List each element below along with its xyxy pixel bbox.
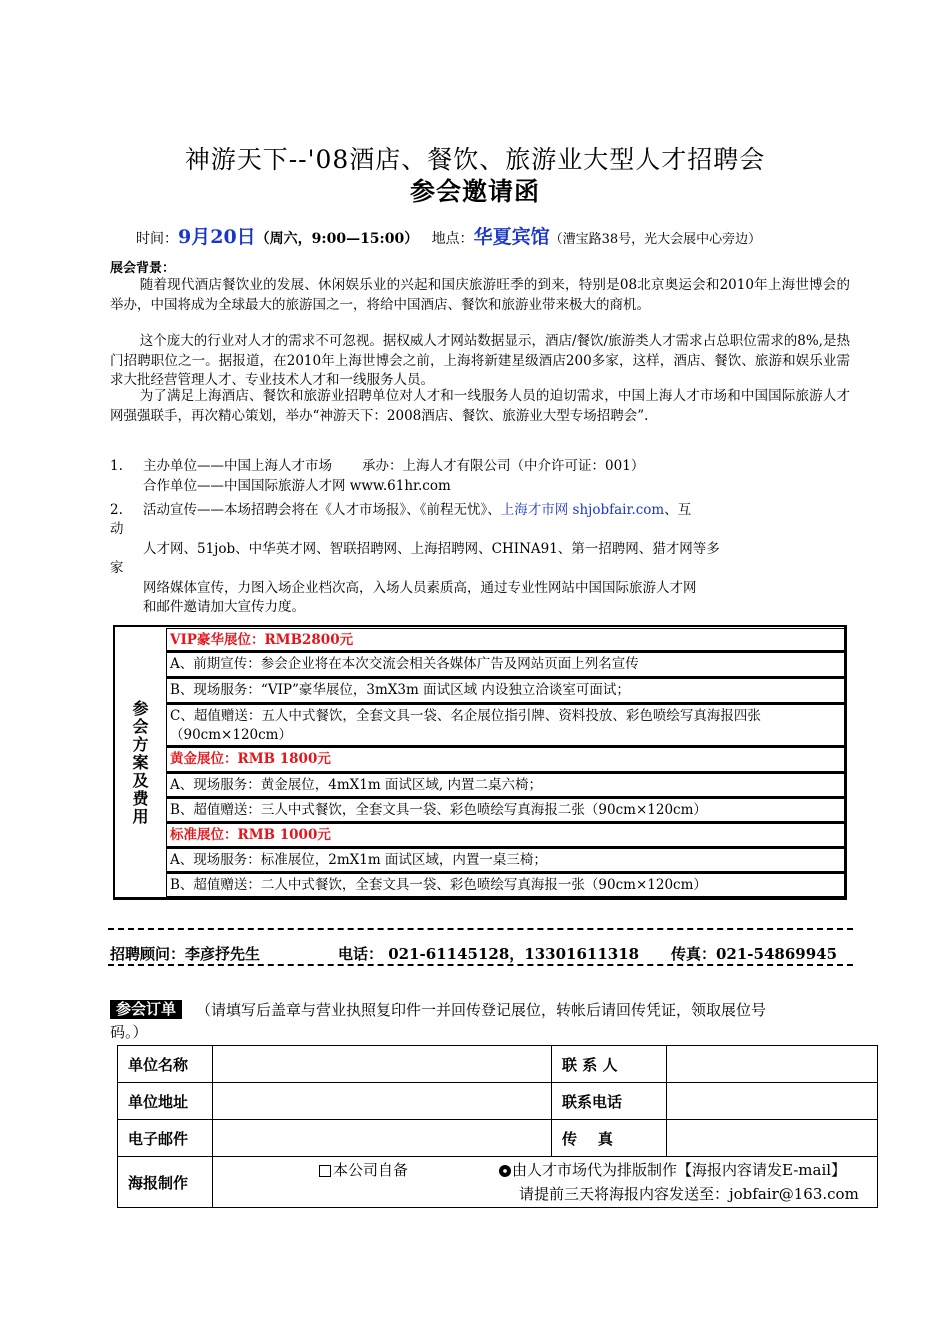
standard-item-b: B、超值赠送：二人中式餐饮，全套文具一袋、彩色喷绘写真海报一张（90cm×120cm）	[166, 873, 845, 898]
standard-title: 标准展位：RMB 1000元	[166, 823, 845, 848]
promo-text-b: 、互	[664, 502, 692, 518]
fax-field[interactable]	[667, 1120, 878, 1157]
poster-options	[213, 1157, 878, 1208]
vip-item-a: A、前期宣传：参会企业将在本次交流会相关各媒体广告及网站页面上列名宣传	[166, 652, 845, 678]
page-title: 神游天下--'08酒店、餐饮、旅游业大型人才招聘会	[184, 145, 766, 174]
email-field[interactable]	[213, 1120, 552, 1157]
email-label: 电子邮件	[118, 1120, 213, 1157]
order-tag: 参会订单	[110, 1000, 182, 1019]
company-name-field[interactable]	[213, 1046, 552, 1083]
place-label: 地点：	[431, 231, 474, 247]
contact-person-field[interactable]	[667, 1046, 878, 1083]
contact-phone-field[interactable]	[667, 1083, 878, 1120]
host-organizer	[143, 456, 644, 477]
background-paragraph-2: 这个庞大的行业对人才的需求不可忽视。据权威人才网站数据显示，酒店/餐饮/旅游类人才需求占总职位需求的8%,是热门招聘职位之一。据报道，在2010年上海世博会之前，上海将新建星级酒店200多家，这样，酒店、餐饮、旅游和娱乐业需求大批经营管理人才、专业技术人才和一线服务人员。	[110, 333, 850, 388]
company-address-label: 单位地址	[118, 1083, 213, 1120]
host: 主办单位——中国上海人才市场	[143, 458, 332, 474]
gold-item-a: A、现场服务：黄金展位，4mX1m 面试区域, 内置二桌六椅；	[166, 773, 845, 798]
option-market[interactable]: 由人才市场代为排版制作【海报内容请发E-mail】	[499, 1159, 846, 1180]
promo-text-a: 活动宣传——本场招聘会将在《人才市场报》、《前程无忧》、	[143, 502, 501, 518]
company-address-field[interactable]	[213, 1083, 552, 1120]
gold-title: 黄金展位：RMB 1800元	[166, 747, 845, 773]
background-paragraph-1: 随着现代酒店餐饮业的发展、休闲娱乐业的兴起和国庆旅游旺季的到来，特别是08北京奥运会和2010年上海世博会的举办，中国将成为全球最大的旅游国之一，将给中国酒店、餐饮和旅游业带来极大的商机。	[110, 277, 850, 313]
event-address: （漕宝路38号，光大会展中心旁边）	[549, 232, 762, 247]
fax-label: 传 真	[552, 1120, 667, 1157]
company-name-label: 单位名称	[118, 1046, 213, 1083]
order-note: （请填写后盖章与营业执照复印件一并回传登记展位，转帐后请回传凭证，领取展位号	[196, 1001, 767, 1019]
promotion-line-4: 和邮件邀请加大宣传力度。	[143, 599, 305, 615]
radio-icon[interactable]	[499, 1165, 511, 1177]
promotion-wrap-2: 家	[110, 560, 124, 576]
event-venue: 华夏宾馆	[473, 226, 550, 248]
phone: 电话： 021-61145128，13301611318	[338, 945, 640, 963]
plan-label: 参会方案及费用	[130, 699, 149, 826]
event-info	[136, 222, 761, 249]
option-self[interactable]: 本公司自备	[319, 1159, 408, 1180]
contact-person-label: 联 系 人	[552, 1046, 667, 1083]
undertaker: 承办：上海人才有限公司（中介许可证：001）	[362, 458, 645, 474]
gold-item-b: B、超值赠送：三人中式餐饮，全套文具一袋、彩色喷绘写真海报二张（90cm×120cm）	[166, 798, 845, 823]
time-label: 时间：	[136, 231, 178, 247]
event-time: （周六，9:00—15:00）	[255, 231, 419, 247]
advisor: 招聘顾问：李彦抒先生	[110, 945, 261, 963]
promotion-line-3: 网络媒体宣传，力图入场企业档次高，入场人员素质高，通过专业性网站中国国际旅游人才网	[143, 580, 697, 596]
vip-item-b: B、现场服务：“VIP”豪华展位，3mX3m 面试区域 内设独立洽谈室可面试；	[166, 678, 845, 704]
checkbox-icon[interactable]	[319, 1165, 331, 1177]
background-heading: 展会背景：	[110, 261, 176, 276]
shjobfair-link[interactable]: 上海才市网 shjobfair.com	[500, 502, 665, 518]
divider-top	[108, 928, 853, 930]
option-market-note: 请提前三天将海报内容发送至：jobfair@163.com	[519, 1185, 859, 1203]
vip-item-c: C、超值赠送：五人中式餐饮，全套文具一袋、名企展位指引牌、资料投放、彩色喷绘写真海报四张（90cm×120cm）	[166, 704, 845, 747]
co-organizer: 合作单位——中国国际旅游人才网 www.61hr.com	[143, 478, 451, 494]
page-subtitle: 参会邀请函	[409, 177, 540, 206]
promotion-wrap-1: 动	[110, 521, 124, 537]
background-paragraph-3: 为了满足上海酒店、餐饮和旅游业招聘单位对人才和一线服务人员的迫切需求，中国上海人才市场和中国国际旅游人才网强强联手，再次精心策划，举办“神游天下：2008酒店、餐饮、旅游业大型专场招聘会”.	[110, 388, 850, 424]
promotion-line-2: 人才网、51job、中华英才网、智联招聘网、上海招聘网、CHINA91、第一招聘网、猎才网等多	[143, 541, 720, 557]
list-number-1: 1.	[110, 458, 123, 474]
promotion-line-1	[143, 500, 691, 521]
standard-item-a: A、现场服务：标准展位，2mX1m 面试区域，内置一桌三椅；	[166, 848, 845, 873]
contact-phone-label: 联系电话	[552, 1083, 667, 1120]
fax: 传真：021-54869945	[671, 945, 838, 963]
vip-title: VIP豪华展位：RMB2800元	[166, 628, 845, 652]
divider-bottom	[108, 964, 853, 966]
order-form	[117, 1045, 878, 1208]
order-note-wrap: 码。）	[110, 1023, 148, 1041]
list-number-2: 2.	[110, 502, 123, 518]
event-date: 9月20日	[178, 226, 256, 248]
poster-label: 海报制作	[118, 1157, 213, 1208]
